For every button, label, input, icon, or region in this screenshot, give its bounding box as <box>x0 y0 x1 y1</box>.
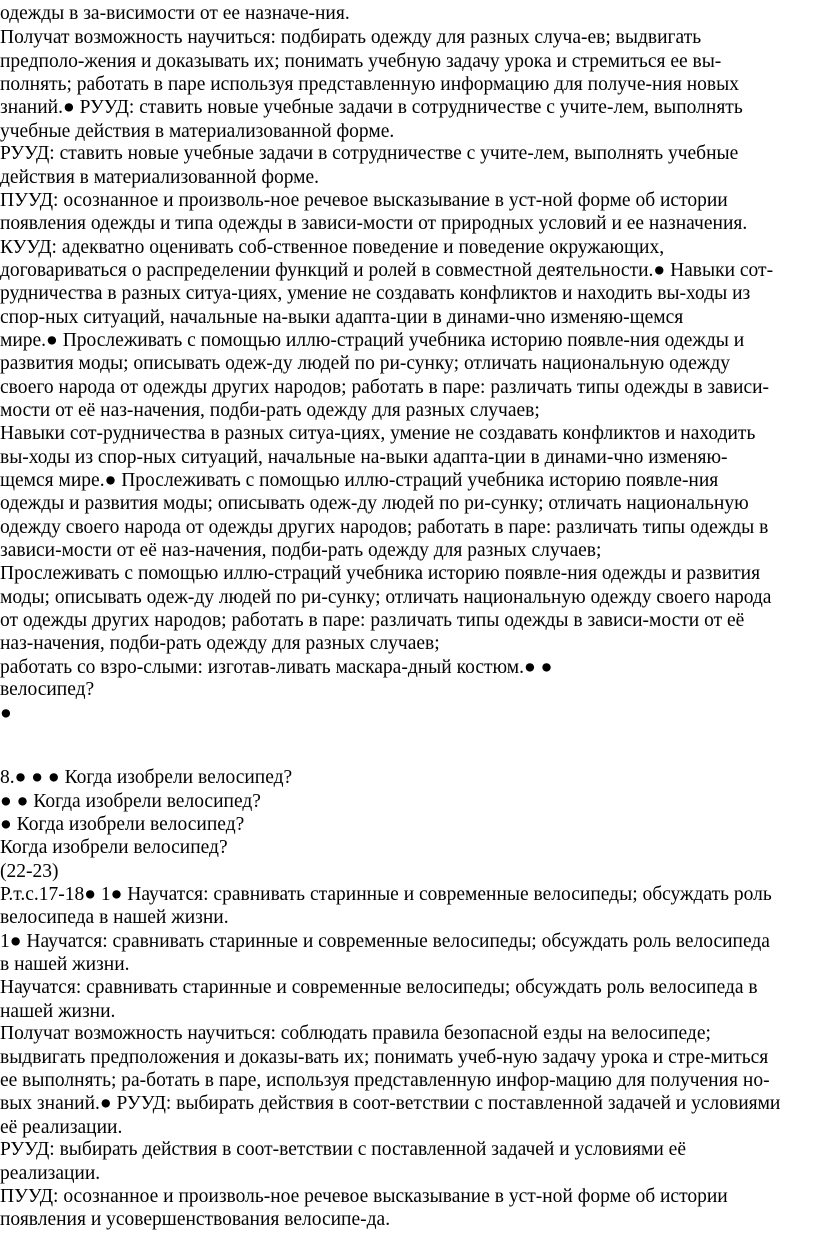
text-line: моды; описывать одеж-ду людей по ри-сунку; отличать национальную одежду своего народа <box>0 587 772 608</box>
text-line: Р.т.с.17-18● 1● Научатся: сравнивать старинные и современные велосипеды; обсуждать роль <box>0 884 772 905</box>
text-line: появления и усовершенствования велосипе-да. <box>0 1209 391 1230</box>
text-line: Получат возможность научиться: соблюдать правила безопасной езды на велосипеде; <box>0 1023 711 1044</box>
text-line: Когда изобрели велосипед? <box>0 837 228 858</box>
text-line: своего народа от одежды других народов; работать в паре: различать типы одежды в зависи- <box>0 377 770 398</box>
text-line: выдвигать предположения и доказы-вать их; понимать учеб-ную задачу урока и стре-миться <box>0 1047 769 1068</box>
text-line: нашей жизни. <box>0 1001 116 1022</box>
text-line: одежды в за-висимости от ее назначе-ния. <box>0 3 350 24</box>
text-line: ПУУД: осознанное и произволь-ное речевое высказывание в уст-ной форме об истории <box>0 190 728 211</box>
text-line: действия в материализованной форме. <box>0 167 320 188</box>
text-line: одежду своего народа от одежды других народов; работать в паре: различать типы одежды в <box>0 517 769 538</box>
text-line: мире.● Прослеживать с помощью иллю-страций учебника историю появле-ния одежды и <box>0 330 745 351</box>
text-line: велосипеда в нашей жизни. <box>0 907 229 928</box>
text-line: в нашей жизни. <box>0 954 130 975</box>
text-line: рудничества в разных ситуа-циях, умение не создавать конфликтов и находить вы-ходы из <box>0 283 751 304</box>
text-line: Получат возможность научиться: подбирать одежду для разных случа-ев; выдвигать <box>0 27 702 48</box>
text-line: 1● Научатся: сравнивать старинные и современные велосипеды; обсуждать роль велосипеда <box>0 931 770 952</box>
text-line: учебные действия в материализованной форме. <box>0 121 395 142</box>
text-line: Навыки сот-рудничества в разных ситуа-циях, умение не создавать конфликтов и находить <box>0 423 756 444</box>
text-line: знаний.● РУУД: ставить новые учебные задачи в сотрудничестве с учите-лем, выполнять <box>0 97 743 118</box>
text-line: вы-ходы из спор-ных ситуаций, начальные на-выки адапта-ции в динами-чно изменяю- <box>0 447 728 468</box>
text-line: (22-23) <box>0 861 59 882</box>
text-line: развития моды; описывать одеж-ду людей по ри-сунку; отличать национальную одежду <box>0 353 731 374</box>
text-line: спор-ных ситуаций, начальные на-выки адапта-ции в динами-чно изменяю-щемся <box>0 307 684 328</box>
text-line: КУУД: адекватно оценивать соб-ственное поведение и поведение окружающих, <box>0 237 665 258</box>
text-line: ● <box>0 703 12 724</box>
text-line: Прослеживать с помощью иллю-страций учебника историю появле-ния одежды и развития <box>0 563 761 584</box>
text-line: ● Когда изобрели велосипед? <box>0 814 245 835</box>
text-line: появления одежды и типа одежды в зависи-мости от природных условий и ее назначения. <box>0 213 748 234</box>
text-line: реализации. <box>0 1163 101 1184</box>
text-line: её реализации. <box>0 1117 123 1138</box>
text-line: одежды и развития моды; описывать одеж-ду людей по ри-сунку; отличать национальную <box>0 493 749 514</box>
text-line: вых знаний.● РУУД: выбирать действия в соот-ветствии с поставленной задачей и условиями <box>0 1093 781 1114</box>
text-line: РУУД: ставить новые учебные задачи в сотрудничестве с учите-лем, выполнять учебные <box>0 143 739 164</box>
text-line: договариваться о распределении функций и ролей в совместной деятельности.● Навыки сот- <box>0 260 774 281</box>
text-line: ● ● Когда изобрели велосипед? <box>0 791 261 812</box>
text-line: работать со взро-слыми: изготав-ливать маскара-дный костюм.● ● <box>0 657 553 678</box>
text-line: от одежды других народов; работать в паре: различать типы одежды в зависи-мости от её <box>0 610 745 631</box>
text-line: ПУУД: осознанное и произволь-ное речевое высказывание в уст-ной форме об истории <box>0 1186 728 1207</box>
text-line: щемся мире.● Прослеживать с помощью иллю-страций учебника историю появле-ния <box>0 470 719 491</box>
text-line: РУУД: выбирать действия в соот-ветствии с поставленной задачей и условиями её <box>0 1139 686 1160</box>
text-line: полнять; работать в паре используя представленную информацию для получе-ния новых <box>0 74 739 95</box>
text-line: велосипед? <box>0 679 95 700</box>
text-line: Научатся: сравнивать старинные и современные велосипеды; обсуждать роль велосипеда в <box>0 977 758 998</box>
text-line: ее выполнять; ра-ботать в паре, используя представленную инфор-мацию для получения но- <box>0 1070 770 1091</box>
text-line: 8.● ● ● Когда изобрели велосипед? <box>0 767 293 788</box>
text-line: наз-начения, подби-рать одежду для разных случаев; <box>0 633 440 654</box>
text-line: мости от её наз-начения, подби-рать одежду для разных случаев; <box>0 400 540 421</box>
text-line: зависи-мости от её наз-начения, подби-рать одежду для разных случаев; <box>0 540 602 561</box>
text-line: предполо-жения и доказывать их; понимать учебную задачу урока и стремиться ее вы- <box>0 51 722 72</box>
